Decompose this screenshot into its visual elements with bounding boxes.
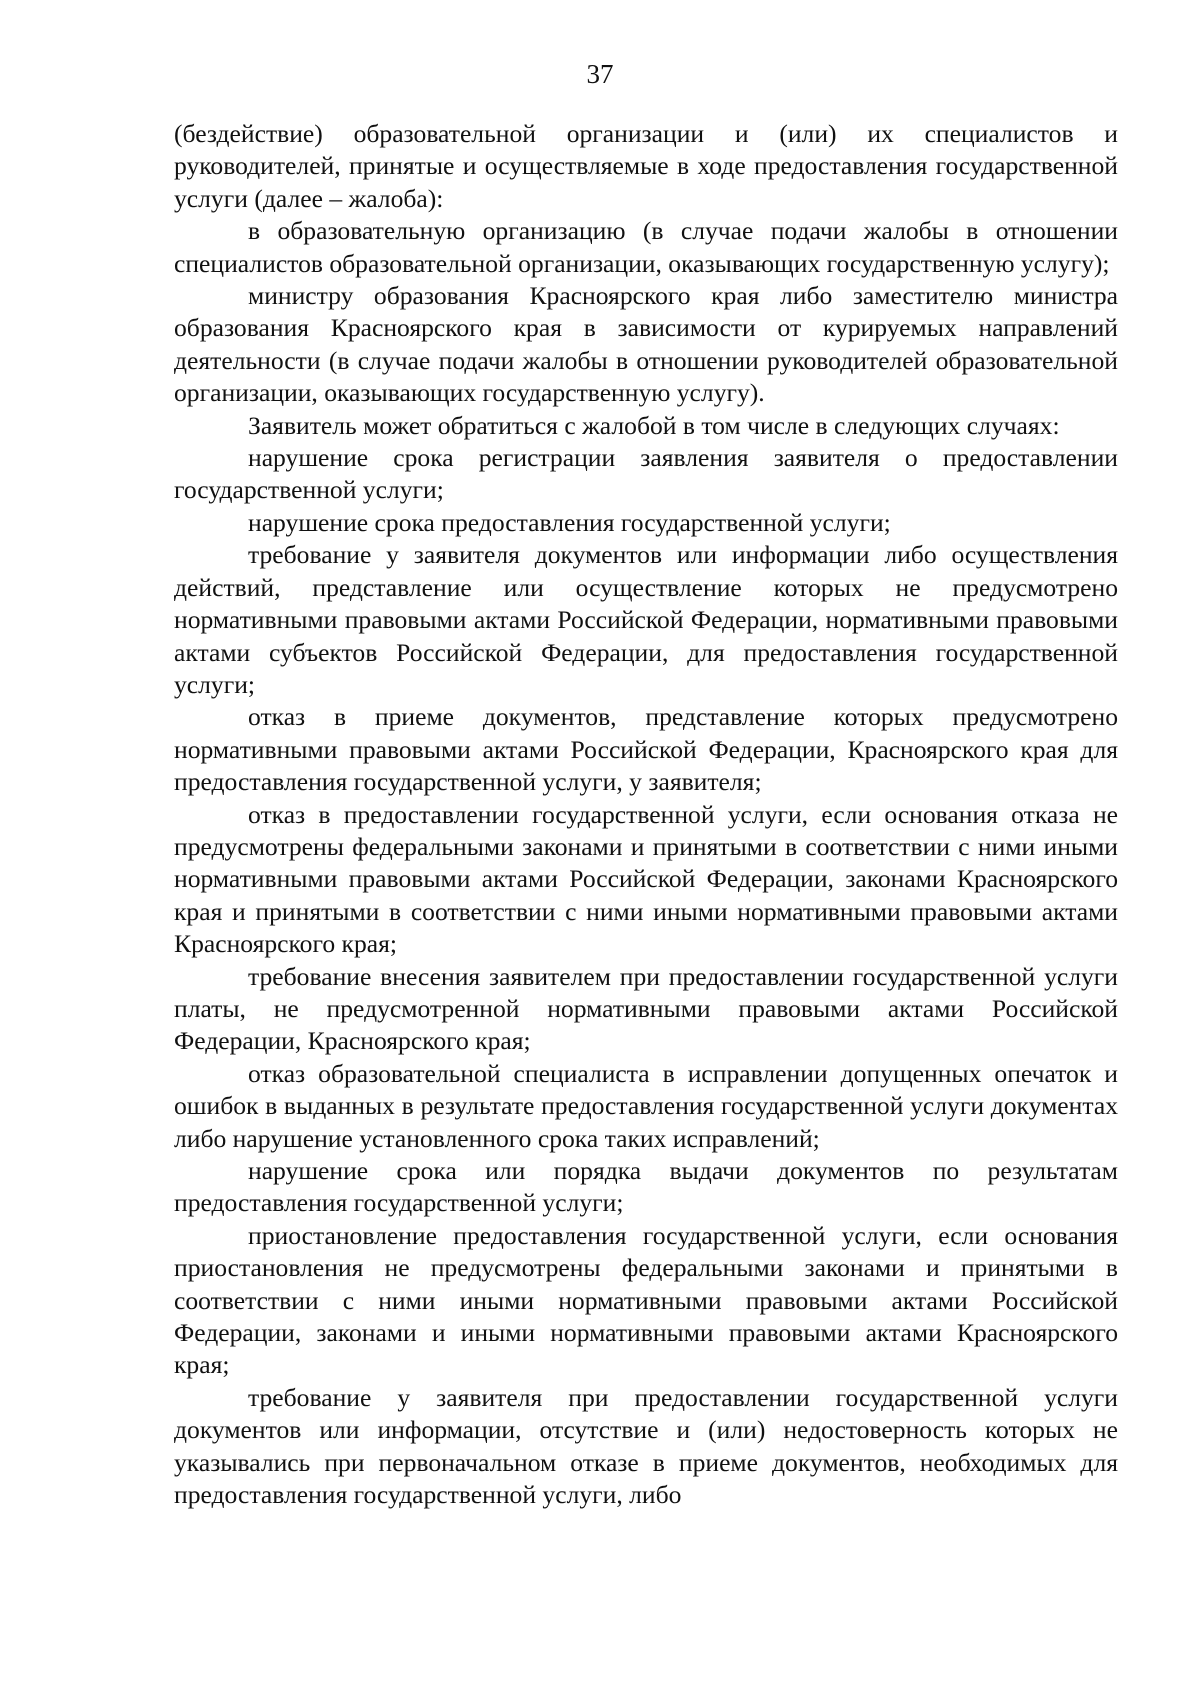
page-number: 37 [586,59,614,89]
paragraph-case-unlawful-fee: требование внесения заявителем при предоставлении государственной услуги платы, не предусмотренной нормативными правовыми актами Российской Федерации, Красноярского края; [174,961,1118,1056]
paragraph-case-suspension: приостановление предоставления государственной услуги, если основания приостановления не предусмотрены федеральными законами и принятыми в соответствии с ними иными нормативными правовыми актами Российской Федерации, законами и иными нормативными правовыми актами Красноярского края; [174,1220,1118,1380]
document-body [174,118,1118,1511]
paragraph-case-registration-deadline: нарушение срока регистрации заявления заявителя о предоставлении государственной услуги; [174,443,1118,505]
paragraph-case-typo-correction: отказ образовательной специалиста в исправлении допущенных опечаток и ошибок в выданных в результате предоставления государственной услуги документах либо нарушение установленного срока таких исправлений; [174,1058,1118,1153]
paragraph-complaint-to-organization: в образовательную организацию (в случае подачи жалобы в отношении специалистов образовательной организации, оказывающих государственную услугу); [174,216,1118,278]
paragraph-case-service-deadline: нарушение срока предоставления государственной услуги; [248,507,891,537]
paragraph-case-unlawful-documents: требование у заявителя документов или информации либо осуществления действий, представление или осуществление которых не предусмотрено нормативными правовыми актами Российской Федерации, нормативными правовыми актами субъектов Российской Федерации, для предоставления государственной услуги; [174,540,1118,699]
paragraph-case-issue-deadline: нарушение срока или порядка выдачи документов по результатам предоставления государственной услуги; [174,1156,1118,1218]
paragraph-case-missing-documents: требование у заявителя при предоставлении государственной услуги документов или информации, отсутствие и (или) недостоверность которых не указывались при первоначальном отказе в приеме документов, необходимых для предоставления государственной услуги, либо [174,1382,1118,1510]
paragraph-case-refusal-of-service: отказ в предоставлении государственной услуги, если основания отказа не предусмотрены федеральными законами и принятыми в соответствии с ними иными нормативными правовыми актами Российской Федерации, законами Красноярского края и принятыми в соответствии с ними иными нормативными правовыми актами Красноярского края; [174,799,1118,959]
paragraph-complaint-cases-intro: Заявитель может обратиться с жалобой в том числе в следующих случаях: [248,410,1060,440]
paragraph-complaint-to-minister: министру образования Красноярского края либо заместителю министра образования Красноярского края в зависимости от курируемых направлений деятельности (в случае подачи жалобы в отношении руководителей образовательной организации, оказывающих государственную услугу). [174,281,1118,408]
paragraph-case-refusal-to-accept: отказ в приеме документов, представление которых предусмотрено нормативными правовыми актами Российской Федерации, Красноярского края для предоставления государственной услуги, у заявителя; [174,702,1118,797]
paragraph-continuation: (бездействие) образовательной организации и (или) их специалистов и руководителей, принятые и осуществляемые в ходе предоставления государственной услуги (далее – жалоба): [174,119,1118,213]
